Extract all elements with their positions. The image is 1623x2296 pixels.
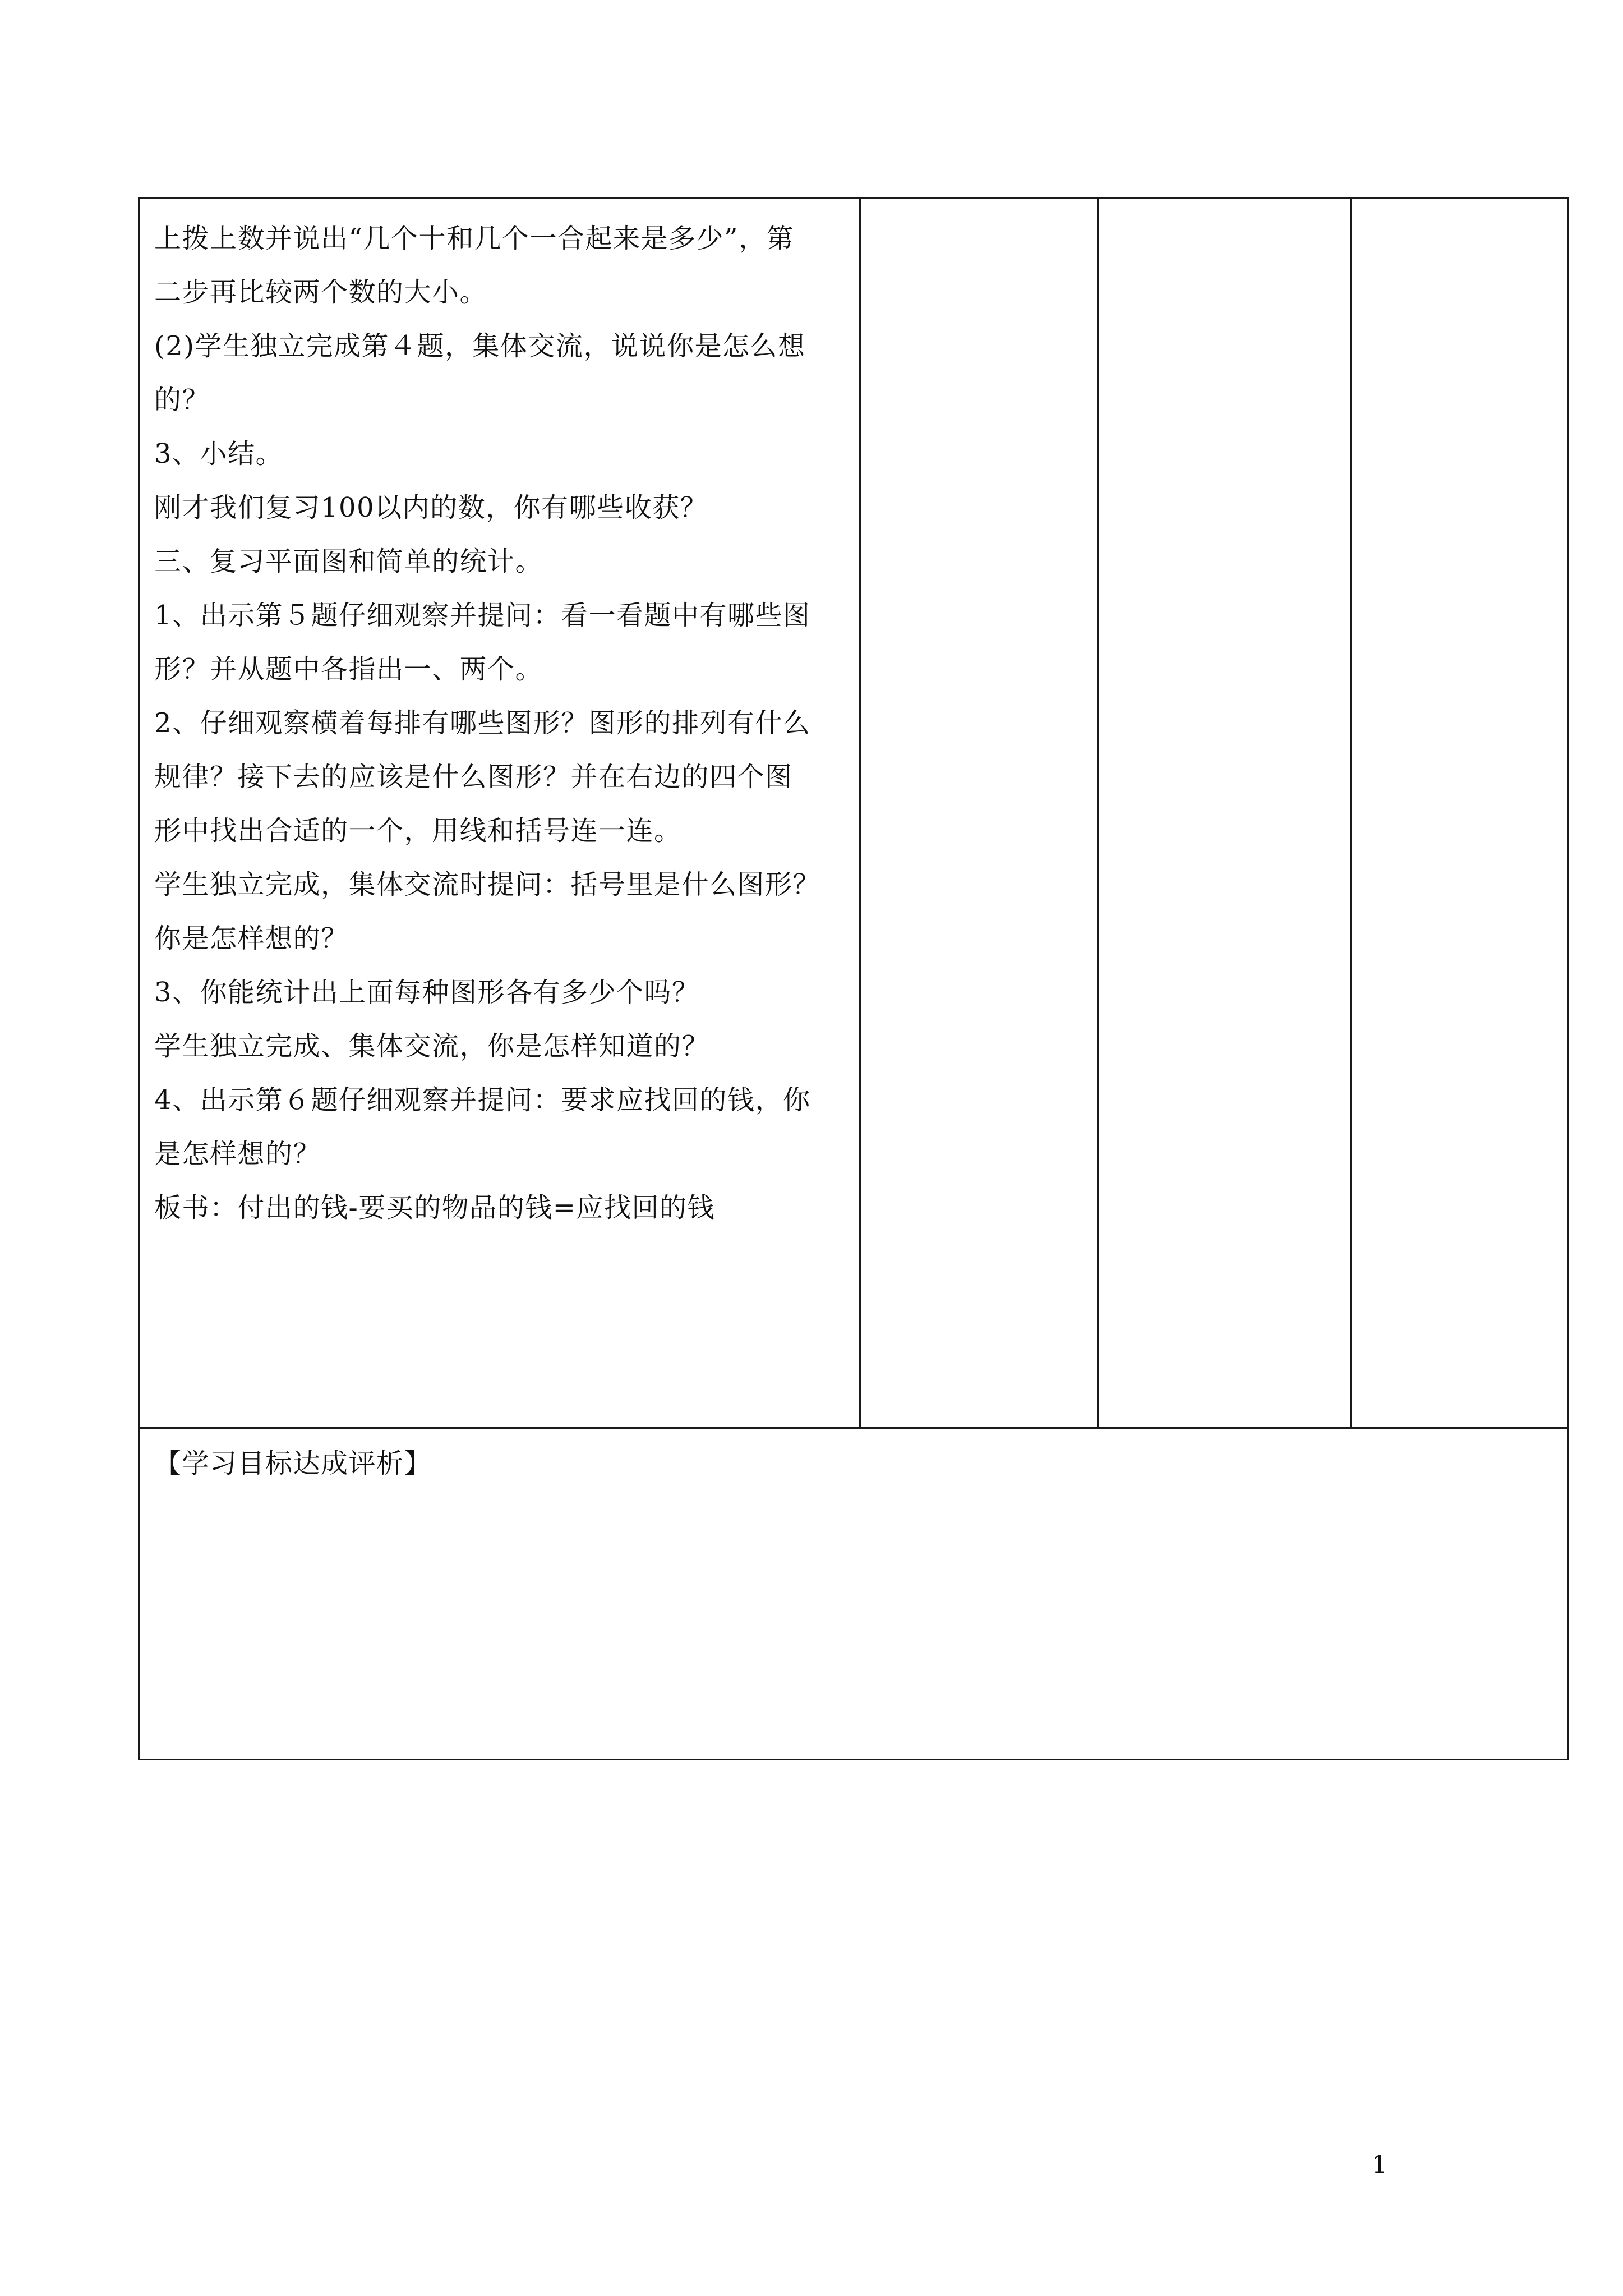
teaching-process-cell: [154, 211, 855, 1235]
column-divider: [859, 199, 861, 1427]
lesson-line: 你是怎样想的？: [154, 923, 349, 954]
lesson-line: 3、小结。: [154, 438, 284, 470]
lesson-line: 的？: [154, 384, 210, 416]
lesson-line: 板书：付出的钱-要买的物品的钱=应找回的钱: [154, 1192, 715, 1223]
column-divider: [1350, 199, 1352, 1427]
lesson-line: 刚才我们复习100以内的数，你有哪些收获？: [154, 492, 708, 523]
teaching-process-row: [140, 199, 1567, 1429]
lesson-line: 学生独立完成、集体交流，你是怎样知道的？: [154, 1030, 710, 1062]
lesson-line: 形？并从题中各指出一、两个。: [154, 654, 543, 685]
lesson-line: 1、出示第５题仔细观察并提问：看一看题中有哪些图: [154, 600, 811, 631]
lesson-line: (2)学生独立完成第４题，集体交流，说说你是怎么想: [154, 330, 806, 362]
lesson-line: 三、复习平面图和简单的统计。: [154, 546, 543, 577]
lesson-line: 二步再比较两个数的大小。: [154, 277, 488, 308]
column-divider: [1097, 199, 1099, 1427]
lesson-line: 是怎样想的？: [154, 1138, 321, 1170]
evaluation-heading: 【学习目标达成评析】: [154, 1448, 432, 1479]
lesson-plan-table: [138, 197, 1569, 1760]
lesson-line: 上拨上数并说出“几个十和几个一合起来是多少”，第: [154, 223, 795, 254]
lesson-line: 4、出示第６题仔细观察并提问：要求应找回的钱，你: [154, 1084, 811, 1116]
lesson-line: 3、你能统计出上面每种图形各有多少个吗？: [154, 977, 700, 1008]
lesson-line: 规律？接下去的应该是什么图形？并在右边的四个图: [154, 761, 793, 793]
page-number: 1: [1372, 2151, 1387, 2179]
lesson-line: 形中找出合适的一个，用线和括号连一连。: [154, 815, 682, 846]
lesson-line: 2、仔细观察横着每排有哪些图形？图形的排列有什么: [154, 707, 811, 739]
lesson-line: 学生独立完成，集体交流时提问：括号里是什么图形？: [154, 869, 821, 900]
